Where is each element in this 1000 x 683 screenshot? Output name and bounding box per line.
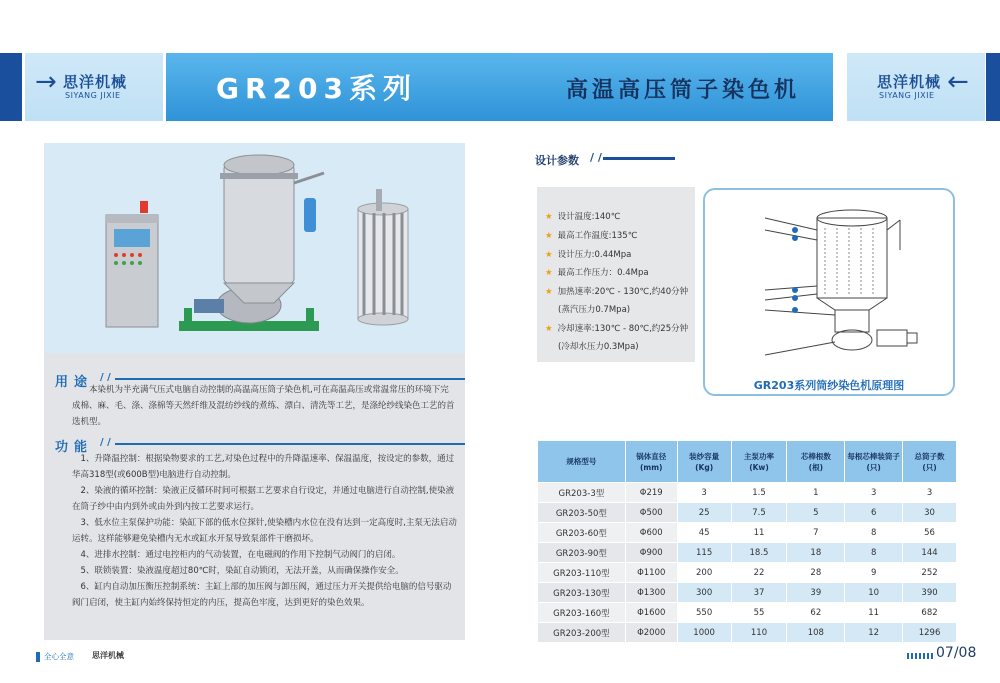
table-cell: 12 bbox=[845, 623, 903, 643]
dyeing-machine-illustration bbox=[44, 143, 465, 353]
usage-divider bbox=[115, 378, 465, 380]
star-icon: ★ bbox=[545, 231, 553, 241]
table-row bbox=[538, 563, 957, 583]
table-cell: GR203-90型 bbox=[538, 543, 626, 563]
logo-chinese: 思洋机械 bbox=[877, 73, 942, 91]
arrow-left-icon: ← bbox=[947, 67, 969, 97]
table-row bbox=[538, 603, 957, 623]
star-icon: ★ bbox=[545, 212, 553, 222]
table-cell: 6 bbox=[845, 503, 903, 523]
logo-chinese: 思洋机械 bbox=[63, 73, 128, 91]
param-item: ★ 设计压力:0.44Mpa bbox=[545, 250, 632, 260]
table-cell: GR203-200型 bbox=[538, 623, 626, 643]
table-cell: 1 bbox=[787, 483, 845, 503]
table-cell: Φ219 bbox=[625, 483, 677, 503]
table-cell: 390 bbox=[903, 583, 957, 603]
table-cell: 9 bbox=[845, 563, 903, 583]
column-header: 芯棒根数 (根) bbox=[787, 441, 845, 483]
heading-bars-icon: / / bbox=[100, 437, 111, 448]
table-cell: 108 bbox=[787, 623, 845, 643]
series-title: GR203系列 bbox=[216, 72, 417, 105]
param-subnote: (冷却水压力0.3Mpa) bbox=[558, 342, 639, 352]
logo-english: SIYANG JIXIE bbox=[879, 91, 935, 100]
table-cell: 3 bbox=[903, 483, 957, 503]
table-cell: 56 bbox=[903, 523, 957, 543]
table-row bbox=[538, 503, 957, 523]
function-item: 1、升降温控制：根据染物要求的工艺,对染色过程中的升降温速率、保温温度，按设定的参数，通过华高318型(或600B型)电脑进行自动控制。 bbox=[72, 454, 455, 480]
table-cell: 682 bbox=[903, 603, 957, 623]
diagram-caption: GR203系列筒纱染色机原理图 bbox=[753, 379, 905, 392]
header-banner bbox=[166, 53, 833, 121]
table-cell: 550 bbox=[677, 603, 731, 623]
footer-brand: 思洋机械 bbox=[92, 651, 124, 660]
table-cell: 37 bbox=[731, 583, 787, 603]
table-cell: Φ1100 bbox=[625, 563, 677, 583]
table-cell: 115 bbox=[677, 543, 731, 563]
table-cell: 62 bbox=[787, 603, 845, 623]
column-header: 主泵功率 (Kw) bbox=[731, 441, 787, 483]
table-cell: 11 bbox=[845, 603, 903, 623]
table-cell: 39 bbox=[787, 583, 845, 603]
machine-title: 高温高压筒子染色机 bbox=[566, 78, 801, 103]
function-item: 5、联锁装置：染液温度超过80℃时，染缸自动锁闭，无法开盖，从而确保操作安全。 bbox=[80, 566, 404, 576]
header-left-strip bbox=[0, 53, 22, 121]
star-icon: ★ bbox=[545, 268, 553, 278]
params-divider bbox=[603, 157, 675, 160]
table-cell: 28 bbox=[787, 563, 845, 583]
table-cell: 144 bbox=[903, 543, 957, 563]
footer-slogan: 全心全意 bbox=[44, 652, 74, 661]
star-icon: ★ bbox=[545, 287, 553, 297]
table-cell: 55 bbox=[731, 603, 787, 623]
table-row bbox=[538, 583, 957, 603]
table-row bbox=[538, 623, 957, 643]
function-item: 6、缸内自动加压衡压控制系统：主缸上部的加压阀与卸压阀，通过压力开关提供给电脑的信号驱动阀门启闭，使主缸内始终保持恒定的内压，提高色牢度，达到更好的染色效果。 bbox=[72, 582, 452, 608]
table-cell: 18.5 bbox=[731, 543, 787, 563]
param-item: ★ 最高工作温度:135℃ bbox=[545, 231, 638, 241]
star-icon: ★ bbox=[545, 250, 553, 260]
table-cell: 22 bbox=[731, 563, 787, 583]
table-cell: 3 bbox=[845, 483, 903, 503]
spec-table bbox=[537, 440, 957, 643]
footer-bar bbox=[36, 652, 40, 662]
table-cell: 8 bbox=[845, 523, 903, 543]
table-cell: Φ2000 bbox=[625, 623, 677, 643]
column-header: 规格型号 bbox=[538, 441, 626, 483]
table-cell: GR203-3型 bbox=[538, 483, 626, 503]
table-cell: 10 bbox=[845, 583, 903, 603]
function-item: 3、低水位主泵保护功能：染缸下部的低水位探针,使染槽内水位在没有达到一定高度时,主泵无法启动运转。这样能够避免染槽内无水或缸水开泵导致泵部件干磨损坏。 bbox=[72, 518, 457, 544]
table-cell: 7 bbox=[787, 523, 845, 543]
table-cell: 300 bbox=[677, 583, 731, 603]
functions-heading: 功能 bbox=[55, 440, 94, 455]
schematic-drawing bbox=[705, 190, 953, 370]
param-item: ★ 设计温度:140℃ bbox=[545, 212, 621, 222]
function-item: 2、染液的循环控制：染液正反循环时间可根据工艺要求自行设定，并通过电脑进行自动控制,使染液在筒子纱中由内到外或由外到内按工艺要求运行。 bbox=[72, 486, 455, 512]
functions-list bbox=[72, 451, 457, 611]
table-cell: 18 bbox=[787, 543, 845, 563]
table-cell: 7.5 bbox=[731, 503, 787, 523]
table-row bbox=[538, 483, 957, 503]
table-cell: 200 bbox=[677, 563, 731, 583]
table-cell: GR203-50型 bbox=[538, 503, 626, 523]
footer-dash-decoration bbox=[907, 653, 933, 659]
product-photo bbox=[44, 143, 465, 353]
functions-divider bbox=[115, 443, 465, 445]
param-subnote: (蒸汽压力0.7Mpa) bbox=[558, 305, 631, 315]
table-cell: 110 bbox=[731, 623, 787, 643]
logo-english: SIYANG JIXIE bbox=[65, 91, 121, 100]
column-header: 锅体直径 (mm) bbox=[625, 441, 677, 483]
param-item: ★ 最高工作压力：0.4Mpa bbox=[545, 268, 649, 278]
table-cell: 25 bbox=[677, 503, 731, 523]
table-cell: Φ1600 bbox=[625, 603, 677, 623]
table-cell: GR203-110型 bbox=[538, 563, 626, 583]
star-icon: ★ bbox=[545, 324, 553, 334]
function-item: 4、进排水控制：通过电控柜内的气动装置，在电磁阀的作用下控制气动阀门的启闭。 bbox=[80, 550, 401, 560]
table-cell: 5 bbox=[787, 503, 845, 523]
table-row bbox=[538, 523, 957, 543]
column-header: 总筒子数 (只) bbox=[903, 441, 957, 483]
table-header-row bbox=[538, 441, 957, 483]
param-item: ★ 冷却速率:130℃ - 80℃,约25分钟 bbox=[545, 324, 689, 334]
table-cell: GR203-60型 bbox=[538, 523, 626, 543]
table-cell: 45 bbox=[677, 523, 731, 543]
arrow-right-icon: → bbox=[35, 67, 57, 97]
schematic-diagram bbox=[703, 188, 955, 396]
table-cell: 1.5 bbox=[731, 483, 787, 503]
table-cell: Φ1300 bbox=[625, 583, 677, 603]
param-item: ★ 加热速率:20℃ - 130℃,约40分钟 bbox=[545, 287, 689, 297]
table-cell: 8 bbox=[845, 543, 903, 563]
header-logo-left bbox=[25, 53, 163, 121]
table-row bbox=[538, 543, 957, 563]
table-cell: 252 bbox=[903, 563, 957, 583]
page-number: 07/08 bbox=[936, 645, 977, 661]
heading-bars-icon: / / bbox=[590, 151, 602, 164]
table-cell: GR203-160型 bbox=[538, 603, 626, 623]
table-cell: 3 bbox=[677, 483, 731, 503]
column-header: 装纱容量 (Kg) bbox=[677, 441, 731, 483]
table-cell: 1000 bbox=[677, 623, 731, 643]
table-cell: Φ600 bbox=[625, 523, 677, 543]
usage-heading: 用途 bbox=[55, 375, 94, 390]
table-cell: 30 bbox=[903, 503, 957, 523]
header-right-strip bbox=[986, 53, 1000, 121]
header-logo-right bbox=[847, 53, 985, 121]
column-header: 每根芯棒装筒子 (只) bbox=[845, 441, 903, 483]
table-cell: 11 bbox=[731, 523, 787, 543]
heading-bars-icon: / / bbox=[100, 372, 111, 383]
usage-text: 本染机为半充满气压式电脑自动控制的高温高压筒子染色机,可在高温高压或常温常压的环境下完成棉、麻、毛、涤、涤棉等天然纤维及混纺纱线的煮练、漂白、清洗等工艺，是涤纶纱线染色工艺的首选机型。 bbox=[72, 385, 455, 427]
table-cell: 1296 bbox=[903, 623, 957, 643]
table-cell: GR203-130型 bbox=[538, 583, 626, 603]
params-heading: 设计参数 bbox=[535, 154, 579, 167]
table-cell: Φ900 bbox=[625, 543, 677, 563]
table-cell: Φ500 bbox=[625, 503, 677, 523]
